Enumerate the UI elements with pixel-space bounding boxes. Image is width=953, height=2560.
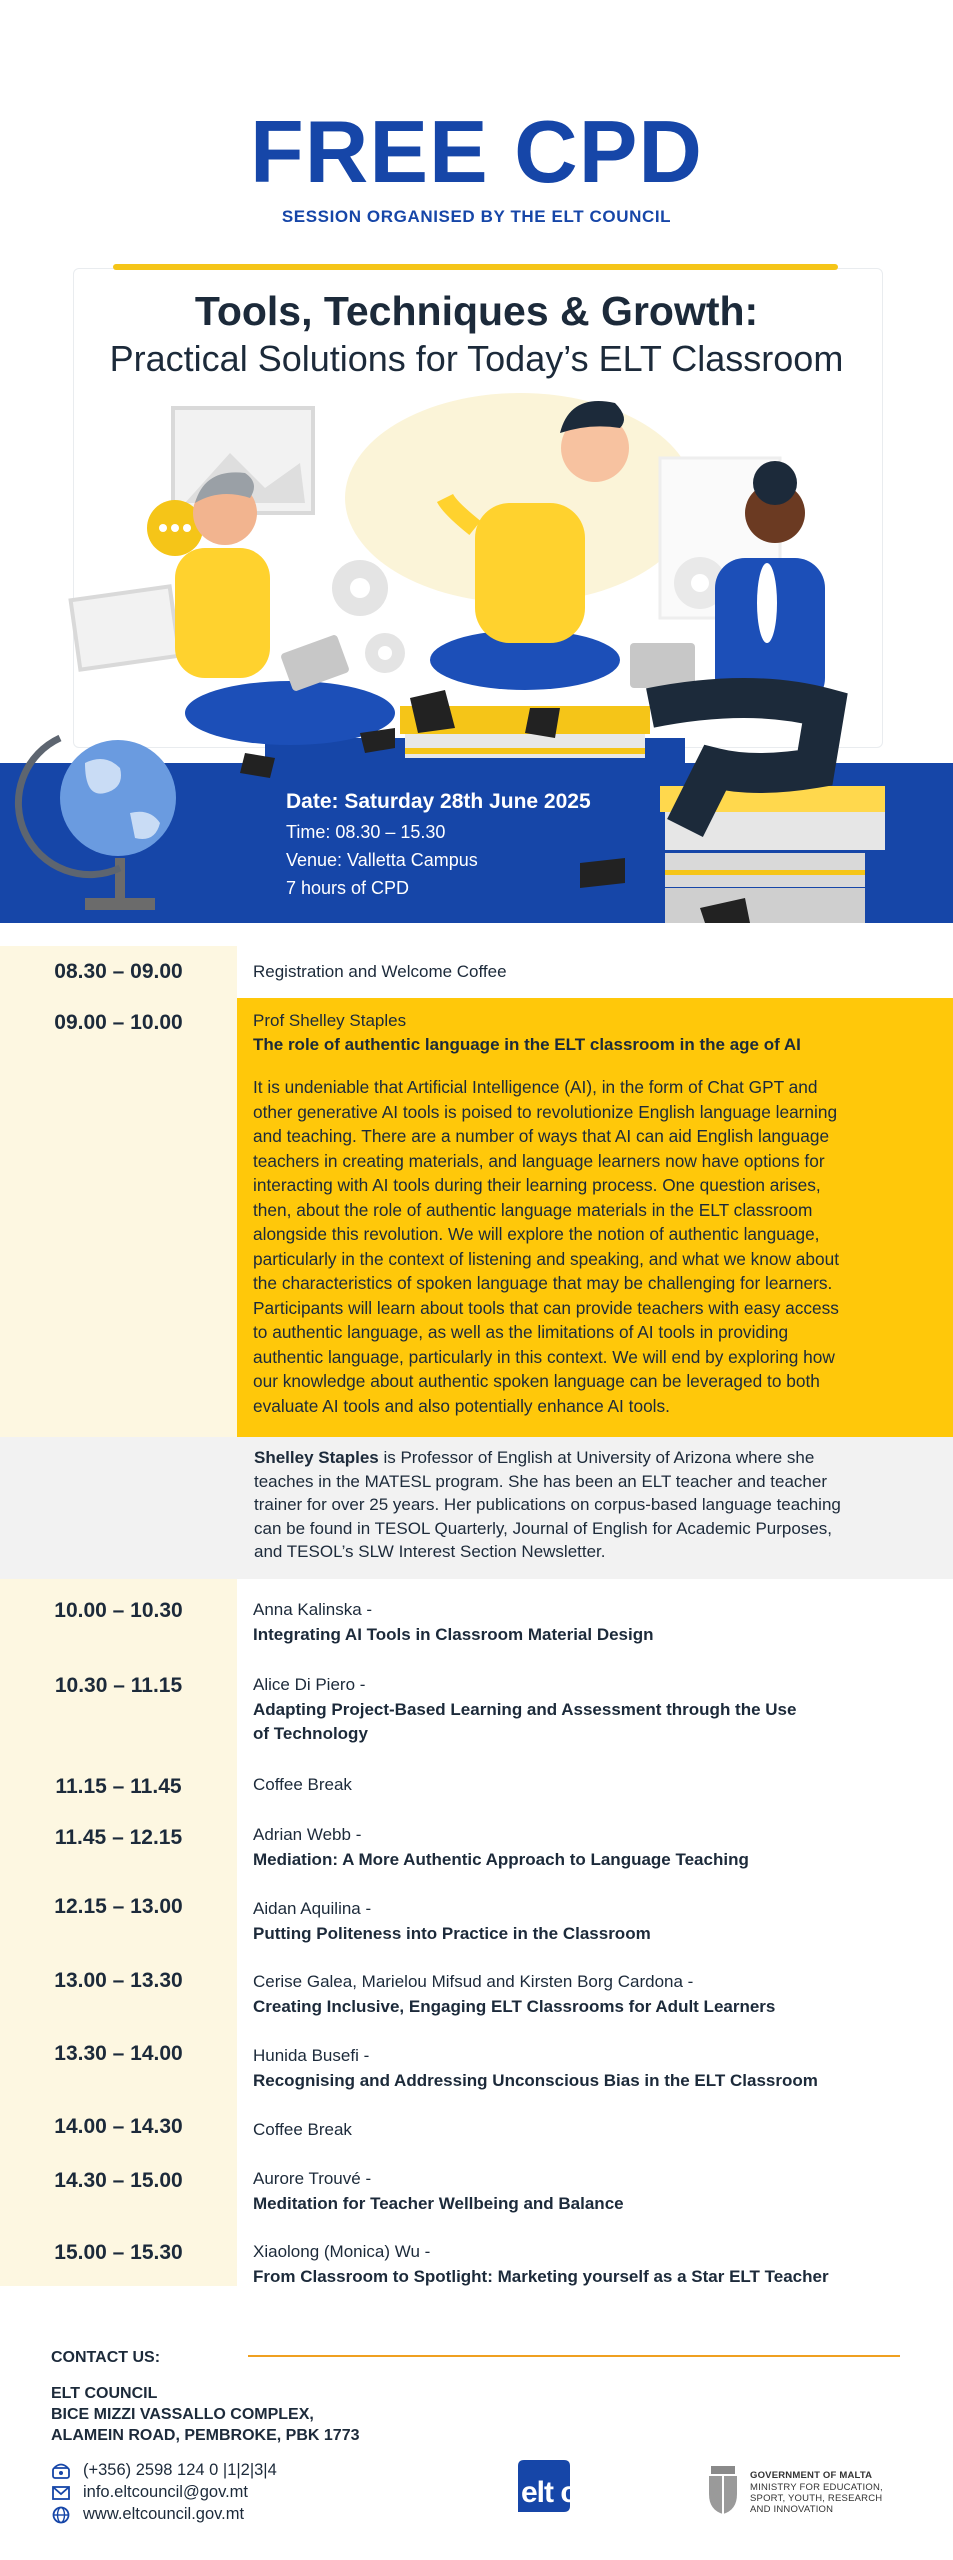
event-cpd-hours: 7 hours of CPD: [286, 878, 410, 898]
session-time: 11.45 – 12.15: [54, 1826, 183, 1849]
website-link[interactable]: www.eltcouncil.gov.mt: [83, 2505, 245, 2523]
footer-divider: [248, 2355, 900, 2357]
address-line: ALAMEIN ROAD, PEMBROKE, PBK 1773: [51, 2427, 360, 2444]
session-title: Meditation for Teacher Wellbeing and Balance: [253, 2194, 624, 2213]
org-name: ELT COUNCIL: [51, 2385, 158, 2402]
malta-coat-of-arms-icon: [703, 2464, 743, 2516]
session-speaker: Xiaolong (Monica) Wu -: [253, 2242, 431, 2261]
address-line: BICE MIZZI VASSALLO COMPLEX,: [51, 2406, 314, 2423]
session-time: 13.30 – 14.00: [54, 2042, 183, 2065]
session-title: Coffee Break: [253, 2120, 352, 2139]
session-speaker: Alice Di Piero -: [253, 1675, 366, 1694]
session-title: Putting Politeness into Practice in the Classroom: [253, 1924, 651, 1943]
session-time: 11.15 – 11.45: [55, 1775, 182, 1798]
contact-heading: CONTACT US:: [51, 2349, 161, 2366]
phone-number[interactable]: (+356) 2598 124 0 |1|2|3|4: [83, 2461, 277, 2479]
session-time: 14.00 – 14.30: [54, 2115, 183, 2138]
event-time: Time: 08.30 – 15.30: [286, 822, 446, 842]
speaker-bio: Shelley Staples is Professor of English at University of Arizona where she teaches in the MATESL program. She has been an ELT teacher and teacher trainer for over 25 years. Her publications on corpus-based language teaching can be found in TESOL Quarterly, Journal of English for Academic Purposes, and TESOL’s SLW Interest Section Newsletter.: [254, 1448, 841, 1561]
session-title-cont: of Technology: [253, 1724, 368, 1743]
event-venue: Venue: Valletta Campus: [286, 850, 478, 870]
session-time: 13.00 – 13.30: [54, 1969, 183, 1992]
session-title: Creating Inclusive, Engaging ELT Classrooms for Adult Learners: [253, 1997, 776, 2016]
phone-icon: [51, 2462, 71, 2480]
session-speaker: Cerise Galea, Marielou Mifsud and Kirsten Borg Cardona -: [253, 1972, 694, 1991]
page-subtitle: SESSION ORGANISED BY THE ELT COUNCIL: [281, 207, 672, 226]
session-speaker: Aurore Trouvé -: [253, 2169, 372, 2188]
session-time: 10.00 – 10.30: [54, 1599, 183, 1622]
session-time: 09.00 – 10.00: [54, 1011, 183, 1034]
event-title: Tools, Techniques & Growth:: [194, 288, 759, 334]
session-time: 14.30 – 15.00: [54, 2169, 183, 2192]
session-title: Integrating AI Tools in Classroom Material Design: [253, 1625, 654, 1644]
hero-section: [0, 258, 953, 923]
session-title: Recognising and Addressing Unconscious Bias in the ELT Classroom: [253, 2071, 818, 2090]
phone-line: [51, 2461, 277, 2480]
session-speaker: Prof Shelley Staples: [253, 1011, 407, 1030]
elt-council-logo: [516, 2458, 661, 2518]
session-title: Mediation: A More Authentic Approach to Language Teaching: [253, 1850, 749, 1869]
session-title: Registration and Welcome Coffee: [253, 962, 507, 981]
session-title: Adapting Project-Based Learning and Assessment through the Use: [253, 1700, 797, 1719]
session-title: The role of authentic language in the ELT classroom in the age of AI: [253, 1035, 801, 1054]
ministry-line: AND INNOVATION: [750, 2504, 834, 2515]
web-line: [51, 2505, 244, 2524]
page-title: FREE CPD: [250, 102, 703, 201]
session-time: 10.30 – 11.15: [54, 1674, 183, 1697]
elt-logo-text: elt council: [521, 2476, 659, 2509]
session-speaker: Adrian Webb -: [253, 1825, 362, 1844]
session-speaker: Aidan Aquilina -: [253, 1899, 372, 1918]
email-line: [51, 2483, 248, 2502]
globe-icon: [51, 2506, 71, 2524]
mail-icon: [51, 2484, 71, 2502]
ministry-line: SPORT, YOUTH, RESEARCH: [750, 2493, 883, 2504]
gov-name: GOVERNMENT OF MALTA: [750, 2470, 873, 2481]
keynote-abstract: It is undeniable that Artificial Intelligence (AI), in the form of Chat GPT and other generative AI tools is poised to revolutionize English language learning and teaching. There are a number of ways that AI can aid English language teachers in creating materials, and language learners now have options for interacting with AI tools during their learning process. One question arises, then, about the role of authentic language materials in the ELT classroom alongside this revolution. We will explore the notion of authentic language, particularly in the context of listening and speaking, and what we know about the characteristics of spoken language that may be challenging for learners. Participants will learn about tools that can provide teachers with easy access to authentic language, as well as the limitations of AI tools in providing authentic language, particularly in this context. We will end by exploring how our knowledge about authentic spoken language can be leveraged to both evaluate AI tools and also potentially enhance AI tools.: [253, 1077, 840, 1416]
session-speaker: Hunida Busefi -: [253, 2046, 370, 2065]
speaker-bio-name: Shelley Staples: [254, 1448, 379, 1467]
page-header: [0, 0, 953, 230]
classroom-illustration: [0, 258, 953, 923]
session-title: Coffee Break: [253, 1775, 352, 1794]
session-time: 15.00 – 15.30: [54, 2241, 183, 2264]
session-time: 12.15 – 13.00: [54, 1895, 183, 1918]
event-date: Date: Saturday 28th June 2025: [286, 790, 591, 813]
session-time: 08.30 – 09.00: [54, 960, 183, 983]
session-speaker: Anna Kalinska -: [253, 1600, 373, 1619]
event-subtitle: Practical Solutions for Today’s ELT Classroom: [109, 338, 844, 379]
ministry-line: MINISTRY FOR EDUCATION,: [750, 2482, 883, 2493]
email-link[interactable]: info.eltcouncil@gov.mt: [83, 2483, 249, 2501]
session-title: From Classroom to Spotlight: Marketing yourself as a Star ELT Teacher: [253, 2267, 829, 2286]
